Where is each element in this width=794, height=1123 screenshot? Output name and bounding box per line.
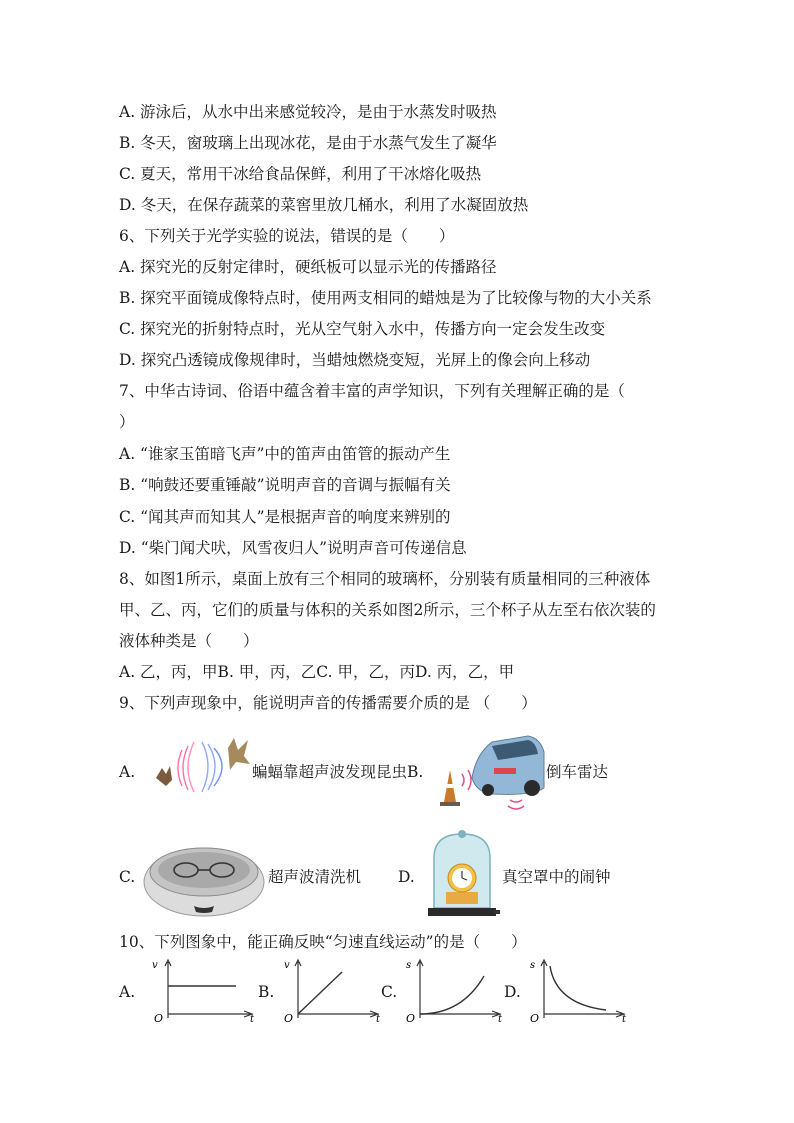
q9-option-c-letter: C. bbox=[119, 868, 136, 886]
q10-option-a-letter: A. bbox=[119, 983, 136, 1001]
graph-b-y-label: v bbox=[284, 960, 290, 971]
q8-stem-line2: 甲、乙、丙，它们的质量与体积的关系如图2所示，三个杯子从左至右依次装的 bbox=[119, 601, 656, 619]
graph-d bbox=[522, 958, 634, 1022]
q5-option-b: B. 冬天，窗玻璃上出现冰花，是由于水蒸气发生了凝华 bbox=[119, 134, 497, 152]
q7-stem-line1: 7、中华古诗词、俗语中蕴含着丰富的声学知识，下列有关理解正确的是（ bbox=[119, 382, 625, 400]
q9-option-a-letter: A. bbox=[119, 763, 136, 781]
graph-b-x-label: t bbox=[376, 1014, 381, 1022]
graph-c-x-label: t bbox=[498, 1014, 503, 1022]
bat-icon bbox=[156, 766, 172, 786]
q8-options: A. 乙，丙，甲B. 甲，丙，乙C. 甲，乙，丙D. 丙，乙，甲 bbox=[119, 663, 515, 681]
q9-stem: 9、下列声现象中，能说明声音的传播需要介质的是 （ ） bbox=[119, 694, 537, 712]
graph-a-y-label: v bbox=[152, 960, 158, 971]
graph-a-origin: O bbox=[154, 1012, 164, 1022]
q9-option-a-text: 蝙蝠靠超声波发现昆虫B. bbox=[252, 763, 424, 781]
car-icon bbox=[472, 736, 544, 796]
q9-option-c-text: 超声波清洗机 bbox=[268, 868, 362, 886]
graph-a bbox=[146, 958, 258, 1022]
q6-option-d: D. 探究凸透镜成像规律时，当蜡烛燃烧变短，光屏上的像会向上移动 bbox=[119, 351, 591, 369]
ultrasonic-cleaner-image bbox=[142, 832, 266, 918]
q8-stem-line1: 8、如图1所示，桌面上放有三个相同的玻璃杯，分别装有质量相同的三种液体 bbox=[119, 570, 651, 588]
vacuum-bell-jar-image bbox=[424, 828, 500, 922]
graph-d-curve bbox=[550, 966, 606, 1010]
q10-option-c-letter: C. bbox=[381, 983, 398, 1001]
graph-b-curve bbox=[298, 972, 342, 1014]
q9-option-b-text: 倒车雷达 bbox=[546, 763, 609, 781]
insect-icon bbox=[228, 738, 250, 770]
q7-option-a: A. “谁家玉笛暗飞声”中的笛声由笛管的振动产生 bbox=[119, 445, 451, 463]
q8-stem-line3: 液体种类是（ ） bbox=[119, 632, 259, 650]
graph-a-x-label: t bbox=[250, 1014, 255, 1022]
graph-c bbox=[398, 958, 510, 1022]
q5-option-a: A. 游泳后，从水中出来感觉较冷，是由于水蒸发时吸热 bbox=[119, 103, 497, 121]
q6-option-a: A. 探究光的反射定律时，硬纸板可以显示光的传播路径 bbox=[119, 258, 497, 276]
q9-option-d-text: 真空罩中的闹钟 bbox=[502, 868, 611, 886]
traffic-cone-icon bbox=[440, 770, 460, 806]
q7-option-b: B. “响鼓还要重锤敲”说明声音的音调与振幅有关 bbox=[119, 476, 451, 494]
q10-option-d-letter: D. bbox=[504, 983, 521, 1001]
graph-b bbox=[276, 958, 388, 1022]
q6-option-c: C. 探究光的折射特点时，光从空气射入水中，传播方向一定会发生改变 bbox=[119, 320, 606, 338]
graph-d-y-label: s bbox=[530, 960, 536, 971]
alarm-clock-icon bbox=[446, 864, 478, 904]
reversing-radar-image bbox=[432, 728, 546, 810]
q5-option-c: C. 夏天，常用干冰给食品保鲜，利用了干冰熔化吸热 bbox=[119, 165, 482, 183]
q10-stem: 10、下列图象中，能正确反映“匀速直线运动”的是（ ） bbox=[119, 933, 527, 951]
graph-c-origin: O bbox=[406, 1012, 416, 1022]
bat-ultrasound-image bbox=[152, 730, 252, 792]
q9-option-d-letter: D. bbox=[398, 868, 415, 886]
q6-option-b: B. 探究平面镜成像特点时，使用两支相同的蜡烛是为了比较像与物的大小关系 bbox=[119, 289, 652, 307]
graph-d-x-label: t bbox=[622, 1014, 627, 1022]
q7-option-d: D. “柴门闻犬吠，风雪夜归人”说明声音可传递信息 bbox=[119, 539, 467, 557]
q7-stem-line2: ） bbox=[119, 413, 135, 431]
q7-option-c: C. “闻其声而知其人”是根据声音的响度来辨别的 bbox=[119, 508, 451, 526]
graph-d-origin: O bbox=[530, 1012, 540, 1022]
graph-b-origin: O bbox=[284, 1012, 294, 1022]
q6-stem: 6、下列关于光学实验的说法，错误的是（ ） bbox=[119, 227, 455, 245]
graph-c-curve bbox=[420, 976, 484, 1014]
graph-c-y-label: s bbox=[406, 960, 412, 971]
q5-option-d: D. 冬天，在保存蔬菜的菜窖里放几桶水，利用了水凝固放热 bbox=[119, 196, 529, 214]
q10-option-b-letter: B. bbox=[258, 983, 275, 1001]
